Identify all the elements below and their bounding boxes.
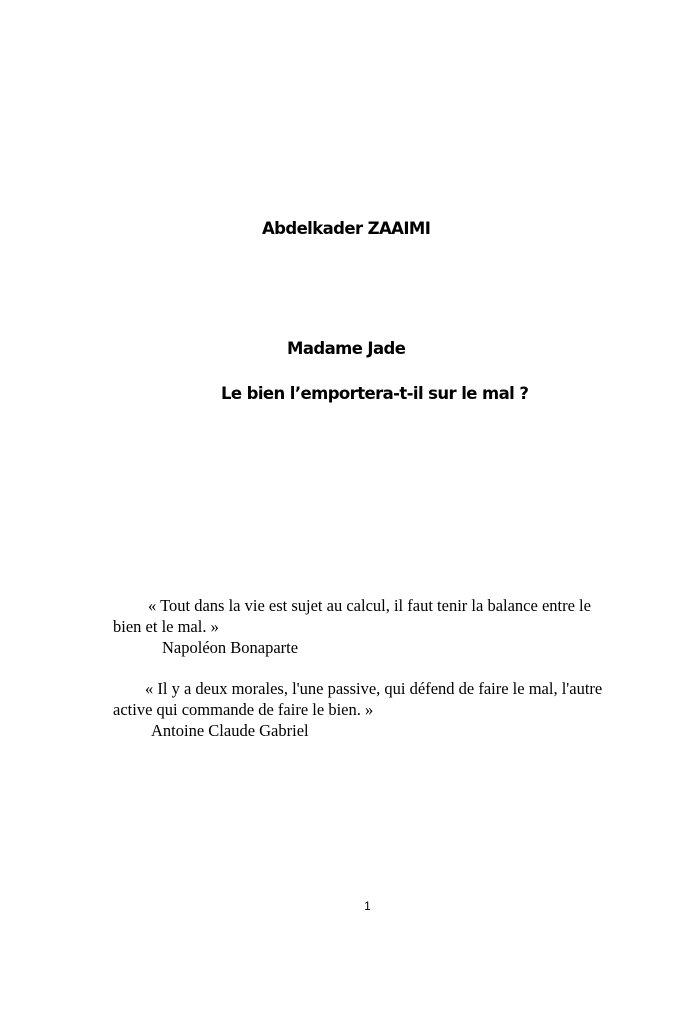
epigraph-2-line-1: « Il y a deux morales, l'une passive, qui défend de faire le mal, l'autre [145,679,603,698]
epigraph-1-line-1: « Tout dans la vie est sujet au calcul, il faut tenir la balance entre le [148,596,591,615]
book-title: Madame Jade [287,339,406,358]
epigraph-2-line-2: active qui commande de faire le bien. » [113,700,374,719]
author-name: Abdelkader ZAAIMI [262,219,431,238]
epigraph-1-line-2: bien et le mal. » [113,617,219,636]
book-subtitle: Le bien l’emportera-t-il sur le mal ? [221,384,529,403]
epigraph-1-attribution: Napoléon Bonaparte [162,638,299,657]
epigraph-2-attribution: Antoine Claude Gabriel [151,721,309,740]
page-number: 1 [364,899,371,913]
